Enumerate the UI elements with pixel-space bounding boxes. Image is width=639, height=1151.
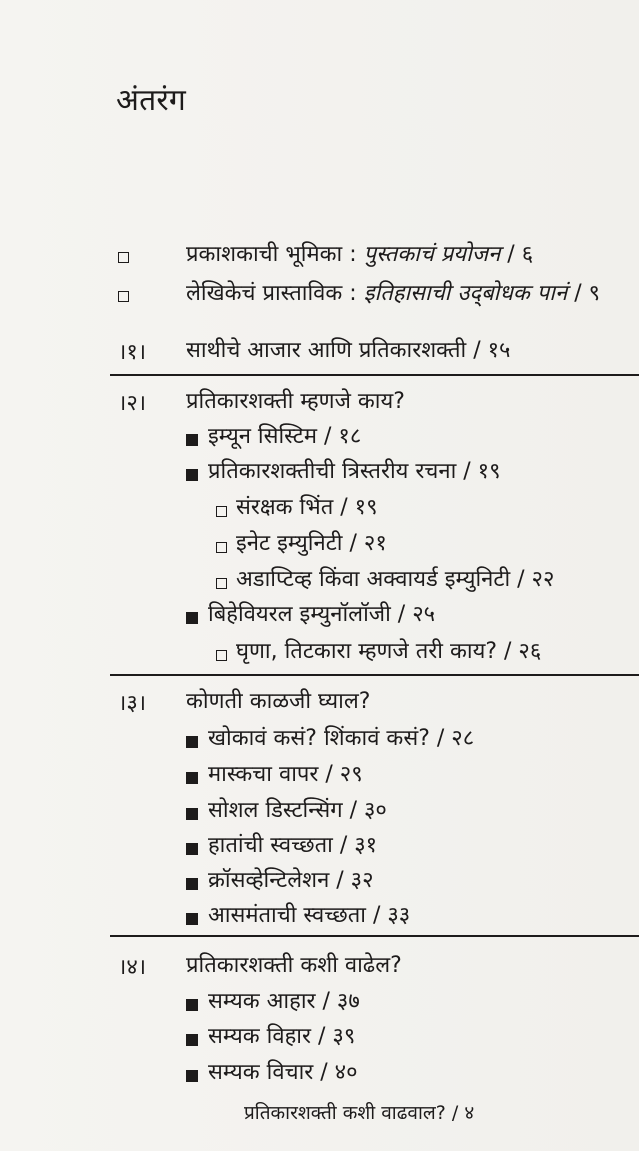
filled-square-icon — [186, 843, 198, 855]
list-item: प्रतिकारशक्तीची त्रिस्तरीय रचना / १९ — [208, 459, 501, 484]
filled-square-icon — [186, 736, 198, 748]
intro-italic: पुस्तकाचं प्रयोजन — [363, 242, 501, 267]
filled-square-icon — [186, 913, 198, 925]
intro-page: / ९ — [567, 281, 601, 306]
running-footer: प्रतिकारशक्ती कशी वाढवाल? / ४ — [244, 1102, 475, 1124]
chapter-number: ।३। — [118, 691, 147, 716]
page-title: अंतरंग — [116, 83, 186, 118]
filled-square-icon — [186, 612, 198, 624]
filled-square-icon — [186, 808, 198, 820]
intro-entry — [186, 283, 600, 305]
filled-square-icon — [186, 1034, 198, 1046]
filled-square-icon — [186, 878, 198, 890]
open-square-icon — [216, 578, 227, 589]
chapter-number: ।१। — [118, 340, 147, 365]
list-item: आसमंताची स्वच्छता / ३३ — [208, 903, 411, 928]
list-item: सम्यक आहार / ३७ — [208, 989, 360, 1014]
intro-entry — [186, 244, 533, 266]
intro-label: प्रकाशकाची भूमिका : — [186, 242, 364, 267]
filled-square-icon — [186, 772, 198, 784]
chapter-title: प्रतिकारशक्ती म्हणजे काय? — [186, 389, 405, 414]
divider — [110, 374, 639, 376]
list-item: बिहेवियरल इम्युनॉलॉजी / २५ — [208, 602, 436, 627]
list-item: घृणा, तिटकारा म्हणजे तरी काय? / २६ — [236, 639, 542, 664]
list-item: क्रॉसव्हेन्टिलेशन / ३२ — [208, 868, 374, 893]
list-item: सम्यक विचार / ४० — [208, 1060, 358, 1085]
filled-square-icon — [186, 1070, 198, 1082]
open-square-icon — [216, 650, 227, 661]
filled-square-icon — [186, 999, 198, 1011]
list-item: सोशल डिस्टन्सिंग / ३० — [208, 798, 387, 823]
intro-page: / ६ — [500, 242, 534, 267]
open-square-icon — [216, 542, 227, 553]
open-square-icon — [216, 506, 227, 517]
divider — [110, 935, 639, 937]
chapter-number: ।४। — [118, 955, 147, 980]
chapter-number: ।२। — [118, 391, 147, 416]
list-item: मास्कचा वापर / २९ — [208, 762, 363, 787]
list-item: अडाप्टिव्ह किंवा अक्वायर्ड इम्युनिटी / २२ — [236, 567, 555, 592]
list-item: सम्यक विहार / ३९ — [208, 1024, 356, 1049]
chapter-title: साथीचे आजार आणि प्रतिकारशक्ती / १५ — [186, 338, 511, 363]
open-square-icon — [118, 291, 129, 302]
chapter-title: कोणती काळजी घ्याल? — [186, 689, 371, 714]
filled-square-icon — [186, 469, 198, 481]
chapter-title: प्रतिकारशक्ती कशी वाढेल? — [186, 953, 402, 978]
divider — [110, 674, 639, 676]
list-item: इनेट इम्युनिटी / २१ — [236, 531, 387, 556]
list-item: हातांची स्वच्छता / ३१ — [208, 833, 378, 858]
list-item: खोकावं कसं? शिंकावं कसं? / २८ — [208, 726, 475, 751]
list-item: संरक्षक भिंत / १९ — [236, 495, 378, 520]
list-item: इम्यून सिस्टिम / १८ — [208, 424, 362, 449]
intro-label: लेखिकेचं प्रास्ताविक : — [186, 281, 364, 306]
open-square-icon — [118, 252, 129, 263]
filled-square-icon — [186, 434, 198, 446]
intro-italic: इतिहासाची उद्‌बोधक पानं — [363, 281, 568, 306]
